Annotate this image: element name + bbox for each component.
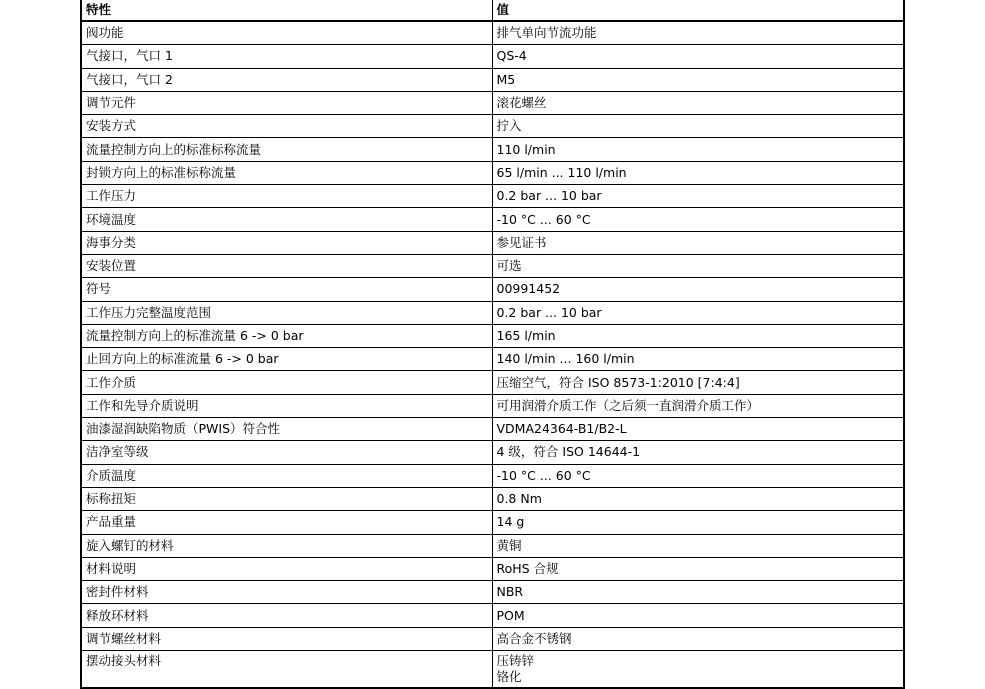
property-cell: 标称扭矩 (81, 487, 492, 510)
table-row (81, 651, 904, 689)
value-cell: 0.8 Nm (492, 487, 904, 510)
table-body (81, 21, 904, 688)
property-cell: 摆动接头材料 (81, 651, 492, 689)
table-row (81, 627, 904, 650)
table-row (81, 441, 904, 464)
value-cell: 110 l/min (492, 138, 904, 161)
value-cell: 140 l/min ... 160 l/min (492, 348, 904, 371)
property-cell: 工作压力完整温度范围 (81, 301, 492, 324)
property-cell: 安装方式 (81, 115, 492, 138)
table-row (81, 464, 904, 487)
property-cell: 材料说明 (81, 557, 492, 580)
property-cell: 气接口，气口 2 (81, 68, 492, 91)
value-cell: 00991452 (492, 278, 904, 301)
value-cell: 4 级，符合 ISO 14644-1 (492, 441, 904, 464)
table-row (81, 231, 904, 254)
value-line: 铬化 (496, 669, 522, 685)
value-cell: 可用润滑介质工作（之后须一直润滑介质工作） (492, 394, 904, 417)
table-row (81, 278, 904, 301)
value-cell: 65 l/min ... 110 l/min (492, 161, 904, 184)
table-row (81, 115, 904, 138)
value-cell: 参见证书 (492, 231, 904, 254)
property-cell: 洁净室等级 (81, 441, 492, 464)
property-cell: 流量控制方向上的标准流量 6 -> 0 bar (81, 324, 492, 347)
table-row (81, 511, 904, 534)
value-cell (492, 651, 904, 689)
property-cell: 释放环材料 (81, 604, 492, 627)
table-row (81, 301, 904, 324)
property-cell: 气接口，气口 1 (81, 45, 492, 68)
property-cell: 工作和先导介质说明 (81, 394, 492, 417)
table-row (81, 348, 904, 371)
value-cell: 高合金不锈钢 (492, 627, 904, 650)
table-row (81, 68, 904, 91)
value-cell: 滚花螺丝 (492, 91, 904, 114)
table-row (81, 418, 904, 441)
property-cell: 旋入螺钉的材料 (81, 534, 492, 557)
property-cell: 工作压力 (81, 185, 492, 208)
table-row (81, 185, 904, 208)
property-cell: 止回方向上的标准流量 6 -> 0 bar (81, 348, 492, 371)
property-cell: 油漆湿润缺陷物质（PWIS）符合性 (81, 418, 492, 441)
property-cell: 产品重量 (81, 511, 492, 534)
table-row (81, 604, 904, 627)
property-cell: 阀功能 (81, 21, 492, 45)
table-row (81, 254, 904, 277)
value-cell: 排气单向节流功能 (492, 21, 904, 45)
table-header-row (81, 0, 904, 21)
spec-table (80, 0, 905, 689)
table-row (81, 45, 904, 68)
value-cell: 0.2 bar ... 10 bar (492, 301, 904, 324)
property-cell: 工作介质 (81, 371, 492, 394)
value-cell: M5 (492, 68, 904, 91)
value-cell: 14 g (492, 511, 904, 534)
value-cell: QS-4 (492, 45, 904, 68)
value-cell: 165 l/min (492, 324, 904, 347)
value-line: 压铸锌 (496, 653, 535, 669)
table-row (81, 394, 904, 417)
property-cell: 符号 (81, 278, 492, 301)
property-cell: 介质温度 (81, 464, 492, 487)
table-row (81, 161, 904, 184)
value-cell: -10 °C ... 60 °C (492, 208, 904, 231)
value-cell: 压缩空气，符合 ISO 8573-1:2010 [7:4:4] (492, 371, 904, 394)
value-cell: 拧入 (492, 115, 904, 138)
property-cell: 调节元件 (81, 91, 492, 114)
table-row (81, 557, 904, 580)
table-row (81, 581, 904, 604)
value-cell: NBR (492, 581, 904, 604)
table-row (81, 138, 904, 161)
value-cell: 可选 (492, 254, 904, 277)
value-cell: VDMA24364-B1/B2-L (492, 418, 904, 441)
table-row (81, 91, 904, 114)
property-cell: 封锁方向上的标准标称流量 (81, 161, 492, 184)
table-row (81, 487, 904, 510)
value-cell: POM (492, 604, 904, 627)
column-header-value: 值 (492, 0, 904, 21)
table-row (81, 371, 904, 394)
value-cell: RoHS 合规 (492, 557, 904, 580)
property-cell: 安装位置 (81, 254, 492, 277)
value-cell: 黄铜 (492, 534, 904, 557)
column-header-property: 特性 (81, 0, 492, 21)
property-cell: 海事分类 (81, 231, 492, 254)
property-cell: 调节螺丝材料 (81, 627, 492, 650)
property-cell: 环境温度 (81, 208, 492, 231)
property-cell: 流量控制方向上的标准标称流量 (81, 138, 492, 161)
value-cell: 0.2 bar ... 10 bar (492, 185, 904, 208)
table-row (81, 534, 904, 557)
table-row (81, 324, 904, 347)
value-cell: -10 °C ... 60 °C (492, 464, 904, 487)
property-cell: 密封件材料 (81, 581, 492, 604)
table-row (81, 21, 904, 45)
table-row (81, 208, 904, 231)
